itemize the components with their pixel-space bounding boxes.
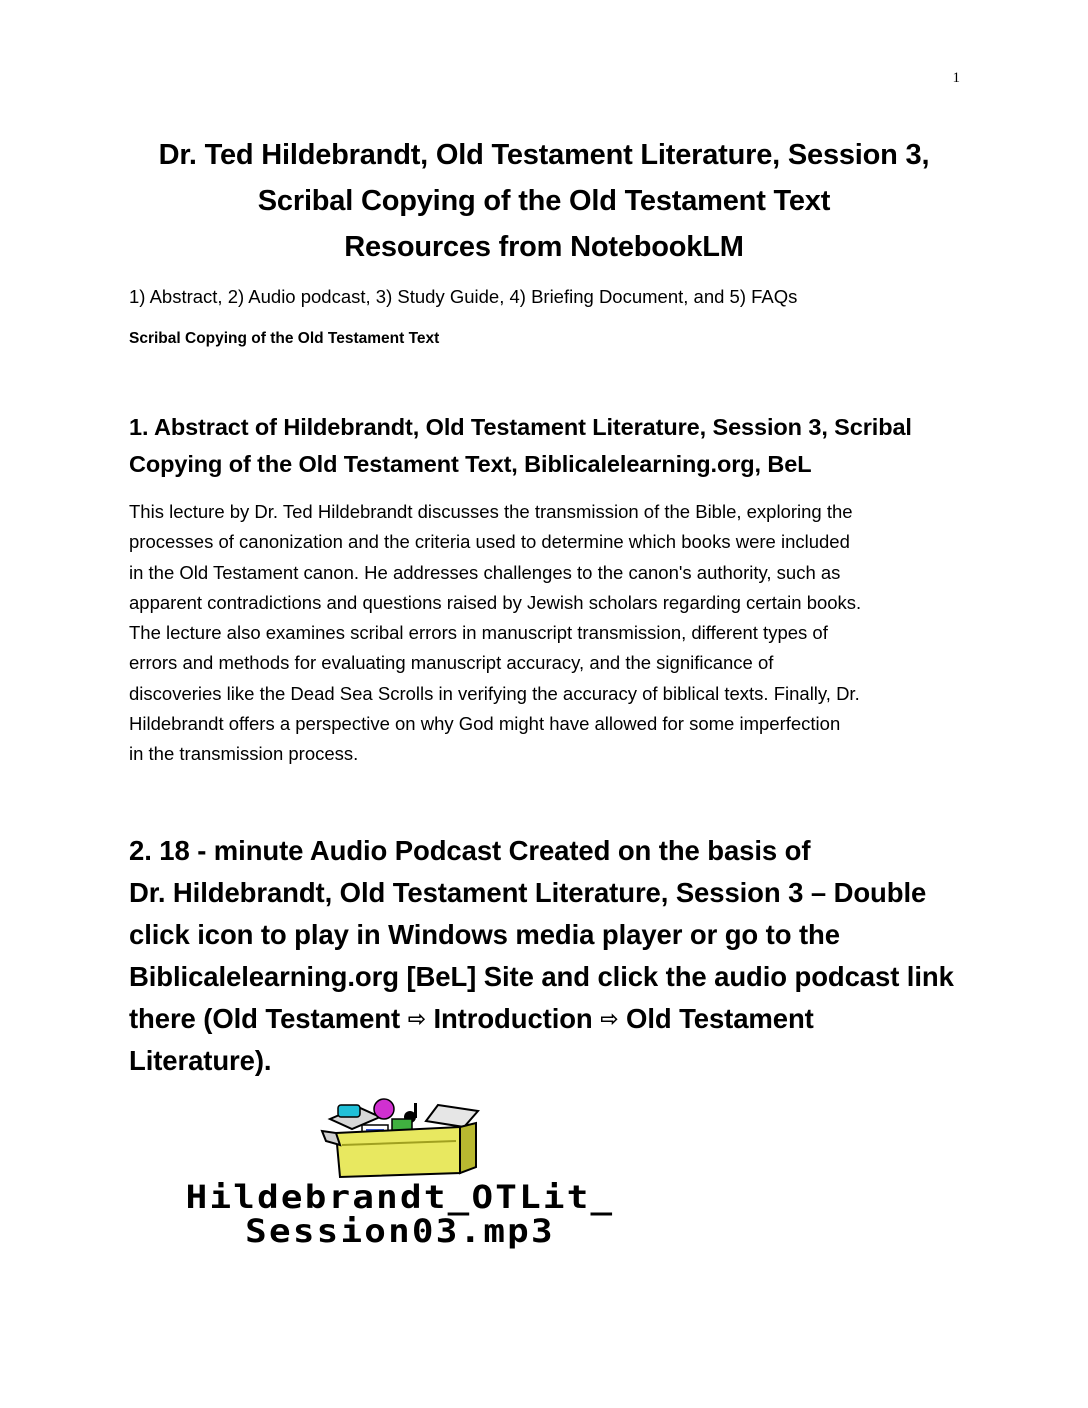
document-title [100,132,988,270]
section-2-line: Dr. Hildebrandt, Old Testament Literature, Session 3 – Double [129,877,927,908]
section-1-heading-line: 1. Abstract of Hildebrandt, Old Testament Literature, Session 3, Scribal [129,414,912,440]
section-2-heading [129,830,989,1082]
abstract-line: processes of canonization and the criteria used to determine which books were included [129,531,850,553]
path-text: there (Old Testament [129,1003,408,1034]
media-package-icon[interactable] [318,1097,484,1179]
file-label-line: Hildebrandt_OTLit_ [185,1178,615,1216]
abstract-line: in the transmission process. [129,743,359,765]
section-2-line: Literature). [129,1045,272,1076]
audio-file-label[interactable] [98,1180,703,1248]
section-2-line: click icon to play in Windows media player or go to the [129,919,840,950]
section-2-line: 2. 18 - minute Audio Podcast Created on the basis of [129,835,811,866]
abstract-line: The lecture also examines scribal errors in manuscript transmission, different types of [129,622,828,644]
title-line-2: Scribal Copying of the Old Testament Text [257,185,831,217]
abstract-paragraph [129,497,969,770]
right-arrow-icon: ⇨ [407,1006,426,1031]
abstract-line: This lecture by Dr. Ted Hildebrandt discusses the transmission of the Bible, exploring the [129,501,853,522]
section-2-line: Biblicalelearning.org [BeL] Site and click the audio podcast link [129,961,954,992]
right-arrow-icon: ⇨ [600,1006,619,1031]
abstract-line: errors and methods for evaluating manuscript accuracy, and the significance of [129,652,774,674]
abstract-line: Hildebrandt offers a perspective on why God might have allowed for some imperfection [129,713,841,735]
abstract-line: apparent contradictions and questions raised by Jewish scholars regarding certain books. [129,591,862,613]
path-text: Old Testament [618,1003,814,1034]
section-1-heading [129,409,969,483]
abstract-line: in the Old Testament canon. He addresses challenges to the canon's authority, such as [129,561,841,583]
resources-list: 1) Abstract, 2) Audio podcast, 3) Study Guide, 4) Briefing Document, and 5) FAQs [129,286,798,307]
file-label-line: Session03.mp3 [245,1212,555,1250]
section-1-heading-line: Copying of the Old Testament Text, Biblicalelearning.org, BeL [129,451,812,477]
page-number: 1 [952,70,960,86]
section-2-line-path [129,998,989,1040]
title-line-3: Resources from NotebookLM [344,231,744,263]
title-line-1: Dr. Ted Hildebrandt, Old Testament Literature, Session 3, [158,139,930,171]
subtitle: Scribal Copying of the Old Testament Text [129,330,440,347]
abstract-line: discoveries like the Dead Sea Scrolls in verifying the accuracy of biblical texts. Finally, Dr. [129,682,860,704]
path-text: Introduction [425,1003,601,1034]
